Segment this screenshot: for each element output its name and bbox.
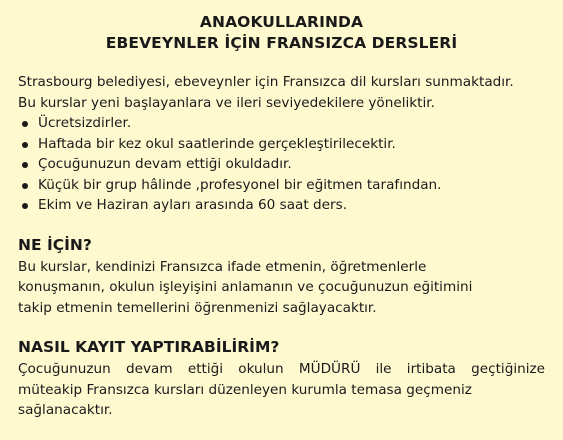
register-line-1: Çocuğunuzun devam ettiği okulun MÜDÜRÜ ile irtibata geçtiğinize: [18, 361, 545, 377]
bullet-icon: [22, 162, 28, 168]
why-line-3: takip etmenin temellerini öğrenmenizi sağlayacaktır.: [18, 299, 377, 316]
list-item-text: Çocuğunuzun devam ettiği okuldadır.: [38, 156, 292, 172]
list-item: [18, 154, 545, 175]
feature-list: [18, 113, 545, 216]
list-item-text: Küçük bir grup hâlinde ,profesyonel bir eğitmen tarafından.: [38, 176, 442, 193]
why-heading: NE İÇİN?: [18, 235, 92, 254]
list-item: [18, 175, 545, 196]
bullet-icon: [22, 203, 28, 209]
list-item: [18, 113, 545, 134]
title-line-1: ANAOKULLARINDA: [199, 13, 364, 31]
list-item: [18, 134, 545, 155]
why-line-2: konuşmanın, okulun işleyişini anlamanın ve çocuğunuzun eğitimini: [18, 279, 473, 295]
list-item: [18, 195, 545, 216]
document-title: [18, 12, 545, 54]
bullet-icon: [22, 183, 28, 189]
bullet-icon: [22, 121, 28, 127]
register-text: [18, 359, 545, 421]
register-line-3: sağlanacaktır.: [18, 402, 113, 418]
register-section: [18, 337, 545, 421]
why-line-1: Bu kurslar, kendinizi Fransızca ifade etmenin, öğretmenlerle: [18, 258, 427, 275]
intro-section: [18, 72, 545, 216]
list-item-text: Ekim ve Haziran ayları arasında 60 saat ders.: [38, 197, 348, 213]
why-section: [18, 235, 545, 319]
intro-line-1: Strasbourg belediyesi, ebeveynler için Fransızca dil kursları sunmaktadır.: [18, 74, 514, 90]
register-heading: NASIL KAYIT YAPTIRABİLİRİM?: [18, 338, 280, 356]
list-item-text: Haftada bir kez okul saatlerinde gerçekleştirilecektir.: [38, 135, 396, 152]
register-line-2: müteakip Fransızca kursları düzenleyen kurumla temasa geçmeniz: [18, 381, 472, 398]
list-item-text: Ücretsizdirler.: [38, 115, 132, 131]
bullet-icon: [22, 142, 28, 148]
intro-line-2: Bu kurslar yeni başlayanlara ve ileri seviyedekilere yöneliktir.: [18, 94, 435, 111]
title-line-2: EBEVEYNLER İÇİN FRANSIZCA DERSLERİ: [105, 34, 458, 52]
why-text: [18, 257, 545, 319]
